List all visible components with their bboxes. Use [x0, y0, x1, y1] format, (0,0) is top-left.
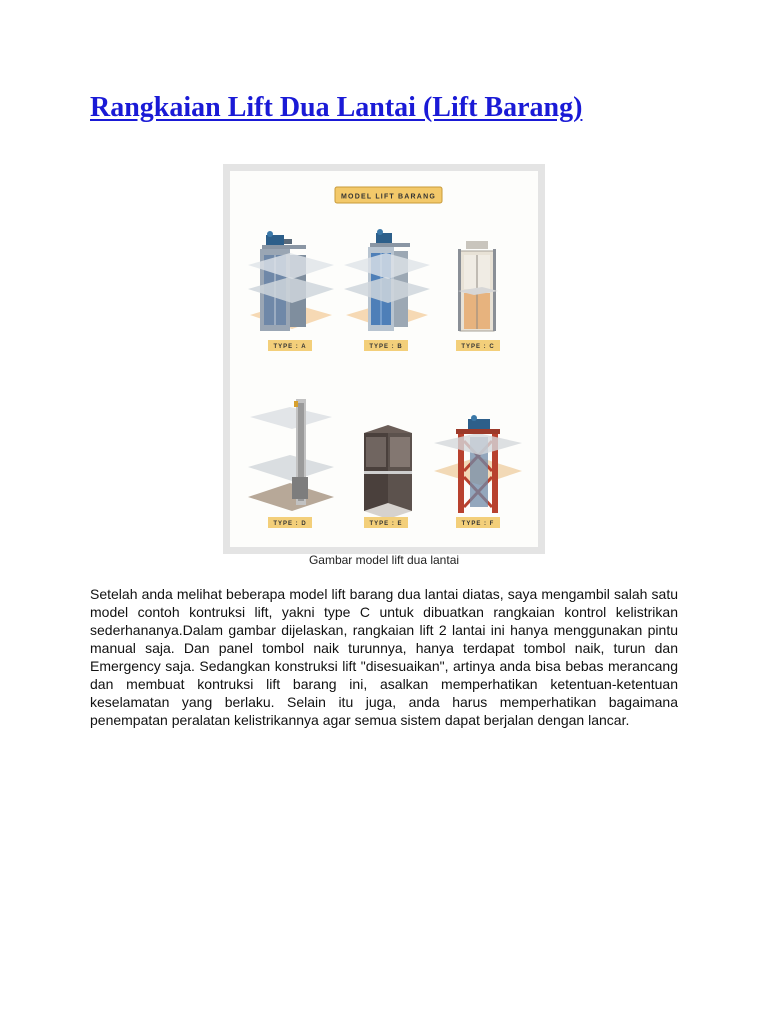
body-paragraph: Setelah anda melihat beberapa model lift barang dua lantai diatas, saya mengambil salah satu model contoh kontruksi lift, yakni type C untuk dibuatkan rangkaian kontrol kelistrikan sederhananya.Dalam gambar dijelaskan, rangkaian lift 2 lantai ini hanya menggunakan pintu manual saja. Dan panel tombol naik turunnya, hanya terdapat tombol naik, turun dan Emergency saja. Sedangkan konstruksi lift "disesuaikan", artinya anda bisa bebas merancang dan membuat kontruksi lift barang ini, asalkan memperhatikan ketentuan-ketentuan keselamatan yang berlaku. Selain itu juga, anda harus memperhatikan bagaimana penempatan peralatan kelistrikannya agar semua sistem dapat berjalan dengan lancar. — [90, 586, 678, 728]
svg-text:TYPE : D: TYPE : D — [273, 521, 307, 527]
type-label-a — [268, 340, 312, 351]
lift-model-type-e — [364, 425, 412, 519]
type-label-c — [456, 340, 500, 351]
lift-models-illustration — [230, 171, 538, 547]
page-title[interactable]: Rangkaian Lift Dua Lantai (Lift Barang) — [90, 92, 583, 123]
lift-model-type-f — [434, 415, 522, 513]
lift-model-type-b — [344, 229, 430, 331]
svg-text:TYPE : A: TYPE : A — [273, 344, 307, 350]
type-label-d — [268, 517, 312, 528]
type-label-b — [364, 340, 408, 351]
figure-caption: Gambar model lift dua lantai — [308, 553, 460, 567]
svg-text:TYPE : F: TYPE : F — [461, 521, 495, 527]
lift-model-type-d — [248, 399, 334, 511]
type-label-e — [364, 517, 408, 528]
lift-models-figure — [223, 164, 545, 554]
svg-text:TYPE : B: TYPE : B — [369, 344, 403, 350]
banner — [335, 187, 442, 203]
banner-text: MODEL LIFT BARANG — [341, 193, 436, 201]
figure-canvas — [230, 171, 538, 547]
lift-model-type-a — [248, 231, 334, 331]
lift-model-type-c — [458, 241, 498, 331]
svg-text:TYPE : C: TYPE : C — [461, 344, 495, 350]
svg-text:TYPE : E: TYPE : E — [369, 521, 403, 527]
type-label-f — [456, 517, 500, 528]
